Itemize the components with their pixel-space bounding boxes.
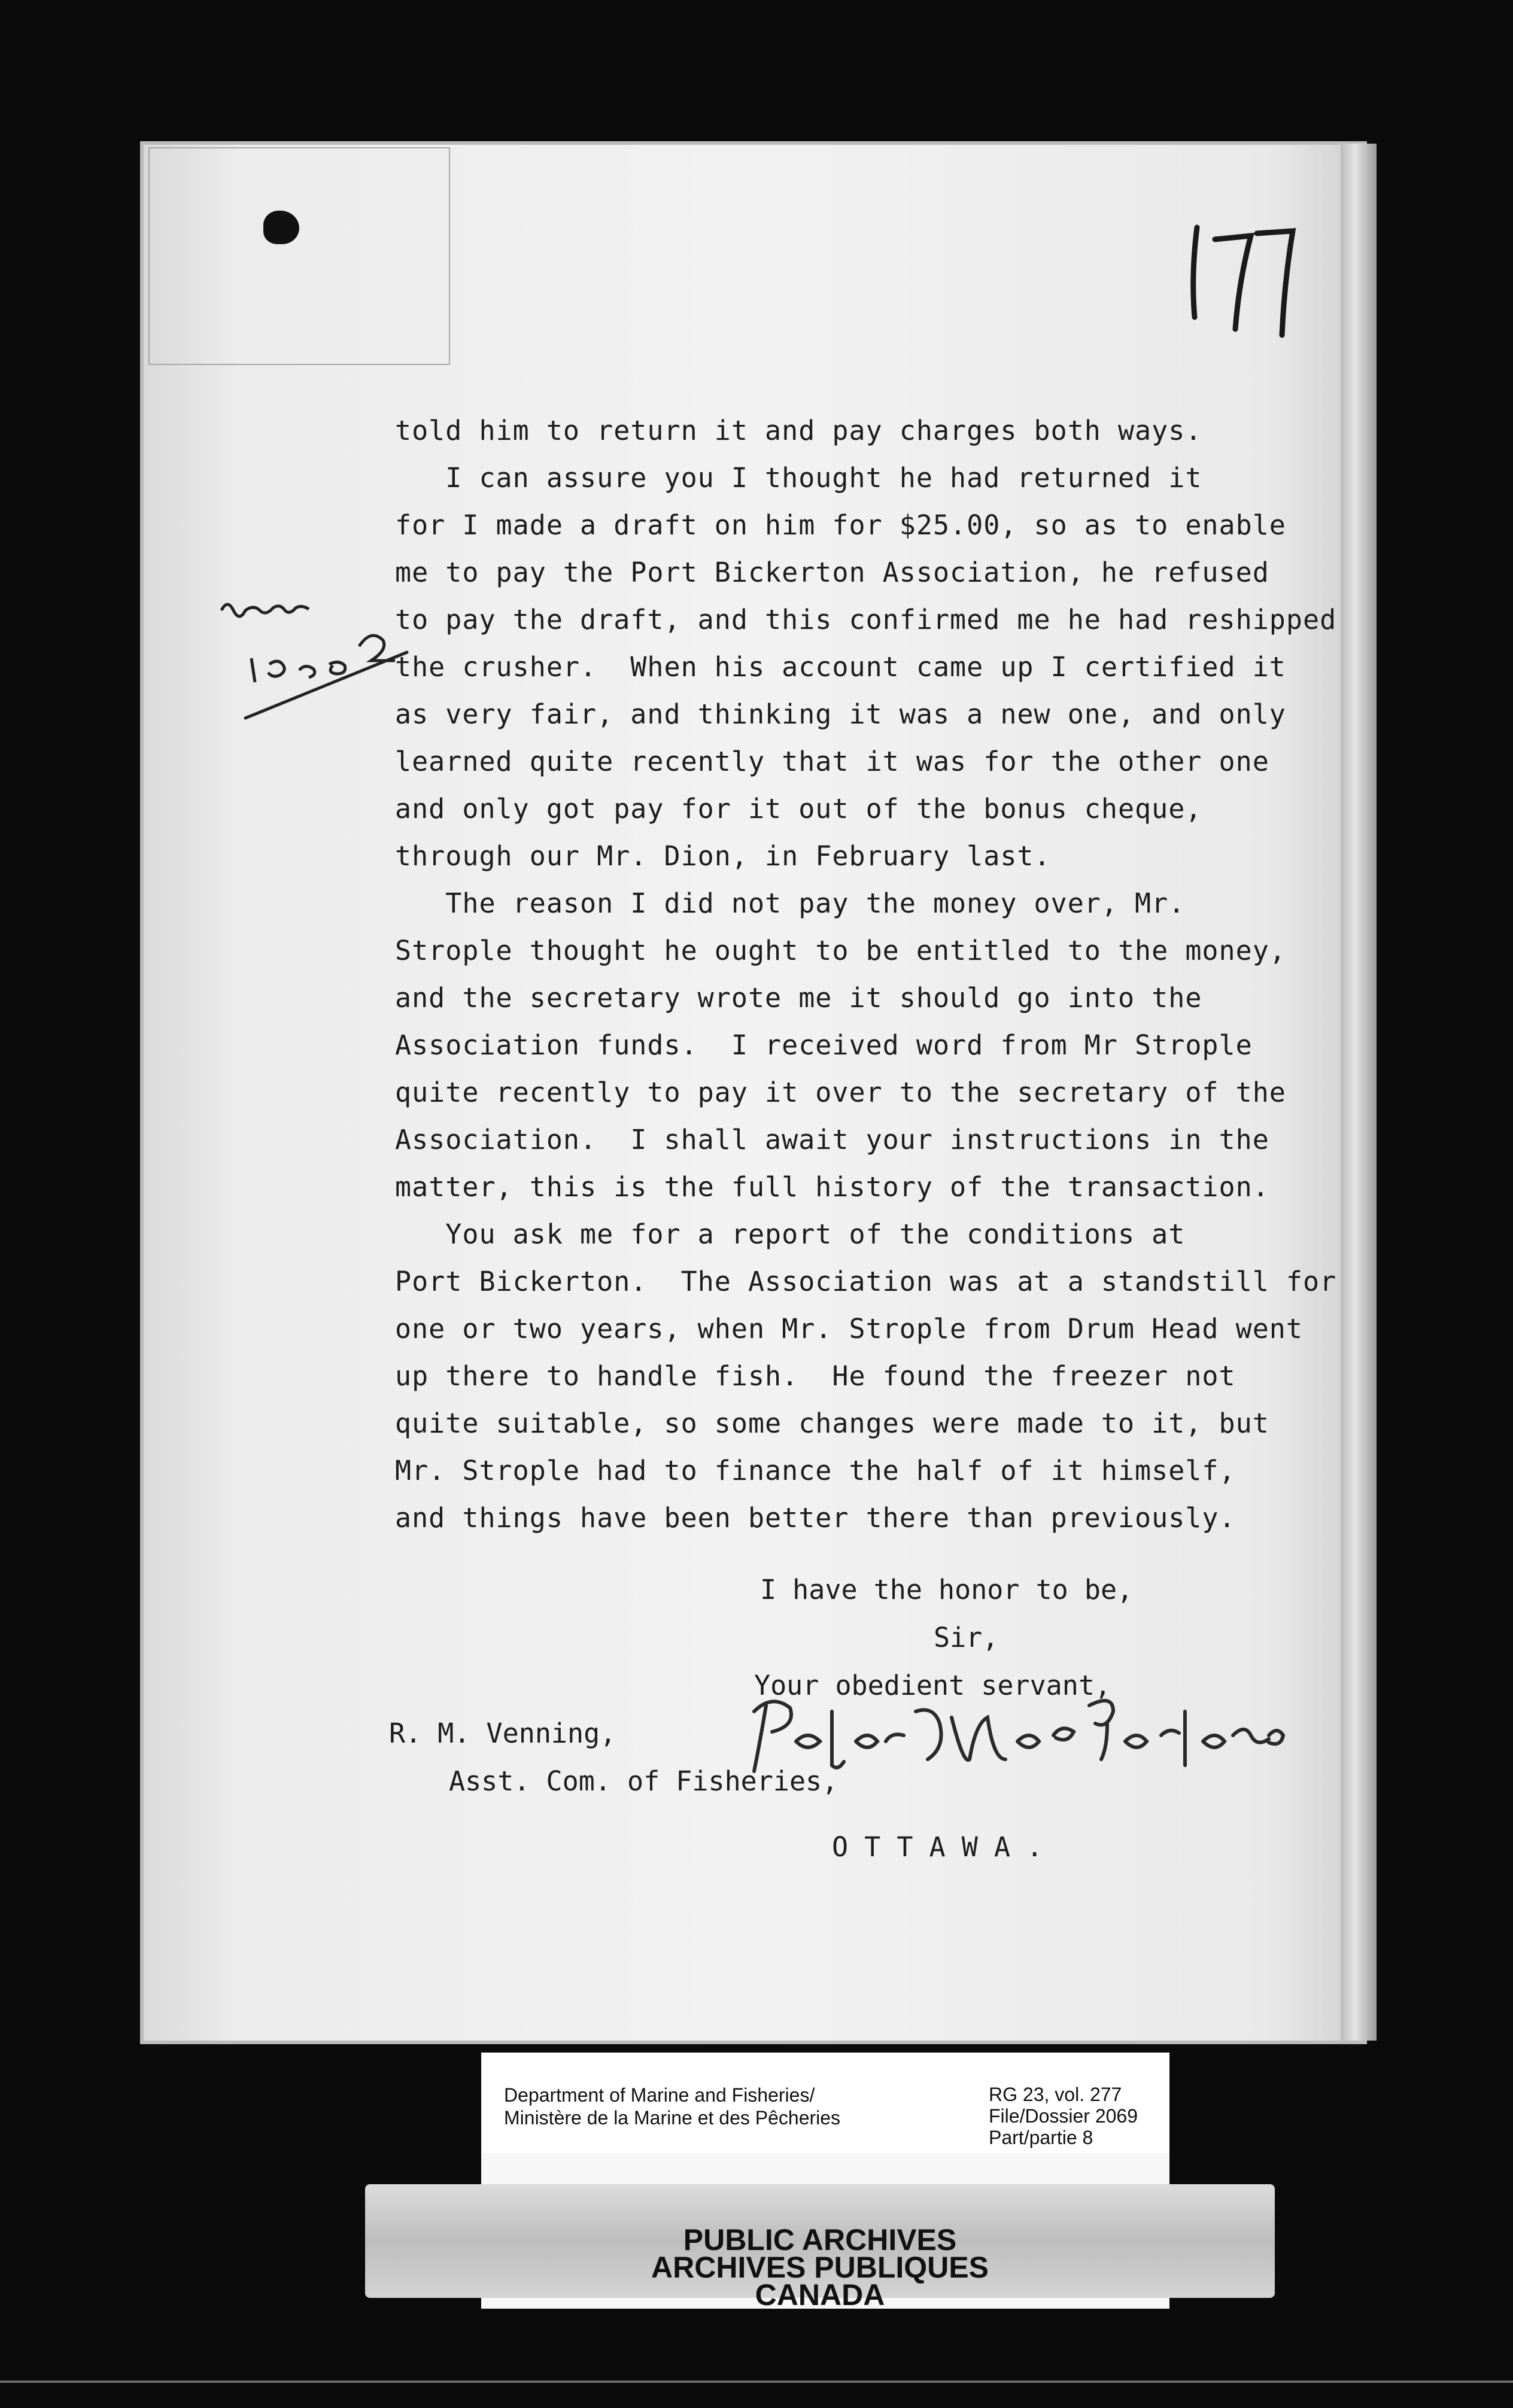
department-block: [504, 2084, 840, 2129]
letter-line: I can assure you I thought he had returned it: [395, 462, 1202, 494]
letter-line: Association. I shall await your instructions in the: [395, 1124, 1269, 1156]
record-group: RG 23, vol. 277: [989, 2084, 1122, 2105]
letter-line: to pay the draft, and this confirmed me he had reshipped: [395, 604, 1337, 636]
letter-line: through our Mr. Dion, in February last.: [395, 840, 1051, 872]
stamp-line-2: ARCHIVES PUBLIQUES: [651, 2251, 989, 2284]
letter-line: and things have been better there than previously.: [395, 1502, 1236, 1534]
letter-line: Strople thought he ought to be entitled to the money,: [395, 935, 1286, 966]
letter-line: for I made a draft on him for $25.00, so as to enable: [395, 509, 1286, 541]
letter-line: told him to return it and pay charges both ways.: [395, 415, 1202, 446]
part-number: Part/partie 8: [989, 2127, 1093, 2148]
punch-hole: [263, 211, 299, 244]
letter-line: me to pay the Port Bickerton Association, he refused: [395, 557, 1269, 588]
recipient-title: Asst. Com. of Fisheries,: [449, 1765, 838, 1797]
bottom-rule: [0, 2380, 1513, 2383]
recipient-city: O T T A W A .: [832, 1831, 1043, 1863]
letter-line: the crusher. When his account came up I certified it: [395, 651, 1286, 683]
letter-line: matter, this is the full history of the transaction.: [395, 1171, 1269, 1203]
department-fr: Ministère de la Marine et des Pêcheries: [504, 2107, 841, 2129]
file-number: File/Dossier 2069: [989, 2105, 1138, 2127]
letter-line: up there to handle fish. He found the freezer not: [395, 1360, 1236, 1392]
valediction: Your obedient servant,: [754, 1670, 1111, 1701]
salutation-sir: Sir,: [934, 1622, 999, 1653]
letter-line: and only got pay for it out of the bonus cheque,: [395, 793, 1202, 825]
stamp-line-1: PUBLIC ARCHIVES: [683, 2223, 957, 2257]
letter-line: Association funds. I received word from Mr Strople: [395, 1029, 1253, 1061]
letter-line: quite suitable, so some changes were made to it, but: [395, 1407, 1269, 1439]
letter-line: The reason I did not pay the money over, Mr.: [395, 887, 1186, 919]
page-corner-outline: [148, 147, 450, 365]
closing-line: I have the honor to be,: [760, 1574, 1134, 1606]
letter-line: one or two years, when Mr. Strople from Drum Head went: [395, 1313, 1303, 1345]
recipient-name: R. M. Venning,: [389, 1717, 616, 1749]
letter-line: quite recently to pay it over to the secretary of the: [395, 1077, 1286, 1108]
letter-line: Port Bickerton. The Association was at a standstill for: [395, 1266, 1337, 1297]
letter-line: You ask me for a report of the conditions at: [395, 1218, 1186, 1250]
letter-line: as very fair, and thinking it was a new one, and only: [395, 698, 1286, 730]
stamp-line-3: CANADA: [755, 2278, 885, 2312]
public-archives-stamp: [365, 2184, 1275, 2312]
department-en: Department of Marine and Fisheries/: [504, 2084, 815, 2106]
letter-line: Mr. Strople had to finance the half of it himself,: [395, 1455, 1236, 1486]
reference-block: [989, 2084, 1138, 2148]
letter-line: learned quite recently that it was for the other one: [395, 746, 1269, 777]
archive-label: [481, 2053, 1169, 2153]
letter-body: [395, 407, 1337, 1542]
letter-line: and the secretary wrote me it should go into the: [395, 982, 1202, 1014]
stamp-text: [365, 2223, 1275, 2312]
page-edge: [1341, 144, 1377, 2041]
folio-number-handwritten: [1173, 215, 1305, 341]
